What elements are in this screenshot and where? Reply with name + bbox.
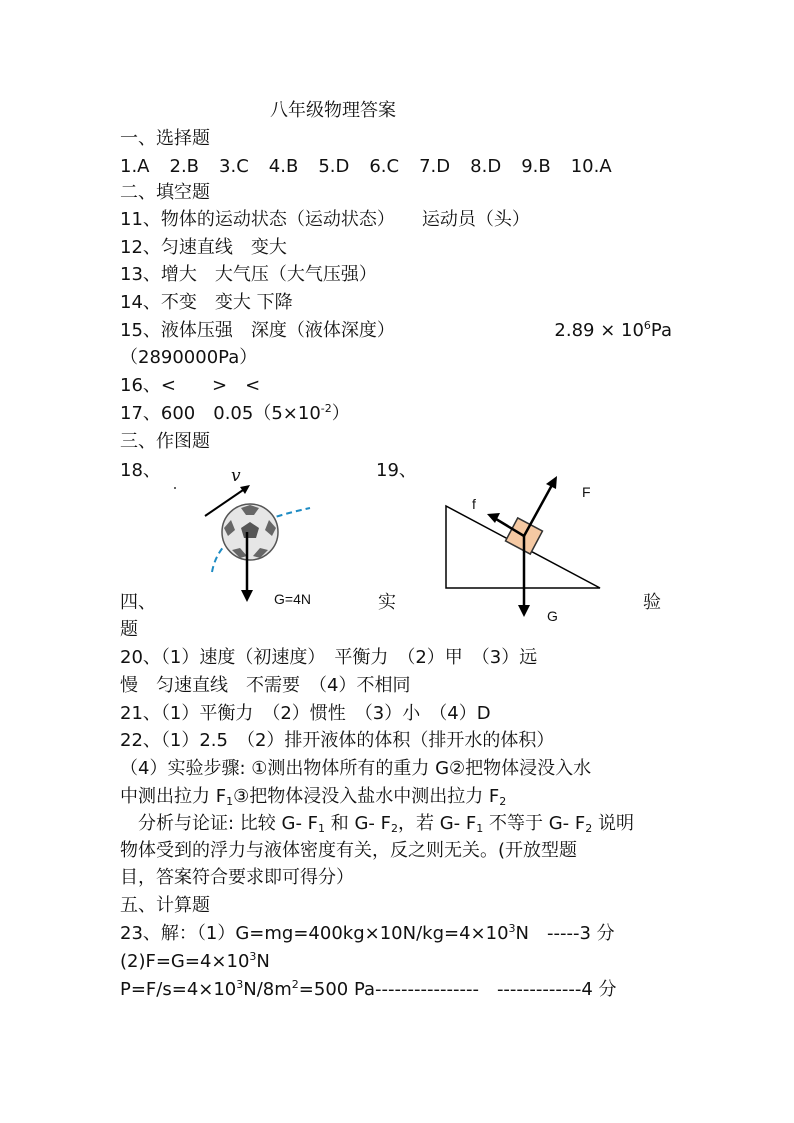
answer-22-conclusion: 物体受到的浮力与液体密度有关，反之则无关。(开放型题 bbox=[120, 840, 578, 861]
answer-22-steps: （4）实验步骤: ①测出物体所有的重力 G②把物体浸没入水 bbox=[120, 758, 592, 779]
section-experiment-d: 题 bbox=[120, 619, 138, 640]
question-18-label: 18、 bbox=[120, 460, 161, 481]
velocity-label: v bbox=[231, 466, 241, 486]
friction-label: f bbox=[472, 496, 476, 512]
answer-15-alt: （2890000Pa） bbox=[120, 347, 258, 368]
answer-11: 11、物体的运动状态（运动状态） 运动员（头） bbox=[120, 209, 530, 230]
section-calculation: 五、计算题 bbox=[120, 895, 210, 916]
question-19-label: 19、 bbox=[376, 460, 417, 481]
section-experiment-a: 四、 bbox=[120, 592, 156, 613]
answer-22-analysis: 分析与论证: 比较 G- $F_1$ 和 G- $F_2$，若 G- $F_1$ 不等于 G- $F_2$ 说明 bbox=[120, 813, 634, 835]
gravity-label-18: G=4N bbox=[274, 591, 311, 607]
answer-23: 23、解：$(1)G=mg=400kg\times 10N/kg=4\times 10^3N$ -----3 分 bbox=[120, 922, 615, 944]
answer-23-pressure: $P=F/s=4\times 10^3N/8m^2=500$ Pa---------------- -------------4 分 bbox=[120, 978, 617, 1000]
answer-22-note: 目，答案符合要求即可得分） bbox=[120, 867, 354, 888]
answer-16: 16、< > < bbox=[120, 375, 261, 396]
answer-10: 10.A bbox=[570, 156, 612, 177]
answer-6: 6.C bbox=[369, 156, 400, 177]
answer-7: 7.D bbox=[419, 156, 451, 177]
velocity-arrowhead bbox=[240, 485, 250, 494]
figure-18 bbox=[170, 460, 330, 610]
answer-8: 8.D bbox=[470, 156, 502, 177]
answer-15-text: 15、液体压强 深度（液体深度） bbox=[120, 320, 395, 341]
answer-20-cont: 慢 匀速直线 不需要 （4）不相同 bbox=[120, 675, 411, 696]
answer-13: 13、增大 大气压（大气压强） bbox=[120, 264, 377, 285]
answer-1: 1.A bbox=[120, 156, 150, 177]
section-choice: 一、选择题 bbox=[120, 128, 210, 149]
answer-15 bbox=[120, 320, 672, 342]
force-label: F bbox=[582, 484, 591, 500]
section-experiment-c: 验 bbox=[643, 592, 661, 613]
section-fill: 二、填空题 bbox=[120, 182, 210, 203]
answer-2: 2.B bbox=[169, 156, 200, 177]
answer-3: 3.C bbox=[219, 156, 249, 177]
section-drawing: 三、作图题 bbox=[120, 431, 210, 452]
soccer-ball-icon bbox=[222, 504, 278, 560]
answer-17: 17、600 $0.05(5\times 10^{-2})$ bbox=[120, 402, 350, 424]
gravity-arrowhead-19 bbox=[518, 605, 530, 617]
gravity-label-19: G bbox=[547, 608, 558, 624]
choice-answers bbox=[120, 156, 632, 178]
answer-4: 4.B bbox=[268, 156, 299, 177]
answer-5: 5.D bbox=[318, 156, 350, 177]
answer-14: 14、不变 变大 下降 bbox=[120, 292, 293, 313]
answer-9: 9.B bbox=[521, 156, 551, 177]
answer-22-steps-cont: 中测出拉力 $F_1③$把物体浸没入盐水中测出拉力 $F_2$ bbox=[120, 786, 507, 808]
dot-mark bbox=[174, 487, 176, 489]
answer-22: 22、（1）2.5 （2）排开液体的体积（排开水的体积） bbox=[120, 730, 555, 751]
answer-21: 21、（1）平衡力 （2）惯性 （3）小 （4）D bbox=[120, 703, 491, 724]
answer-15-value: $2.89 \times 10^6Pa$ bbox=[554, 319, 672, 341]
answer-12: 12、匀速直线 变大 bbox=[120, 237, 287, 258]
page-title: 八年级物理答案 bbox=[270, 100, 396, 121]
answer-23-part2: $(2)F=G=4\times 10^3N$ bbox=[120, 950, 270, 972]
gravity-arrowhead bbox=[241, 590, 253, 602]
answer-20: 20、（1）速度（初速度） 平衡力 （2）甲 （3）远 bbox=[120, 647, 538, 668]
section-experiment-b: 实 bbox=[378, 592, 396, 613]
